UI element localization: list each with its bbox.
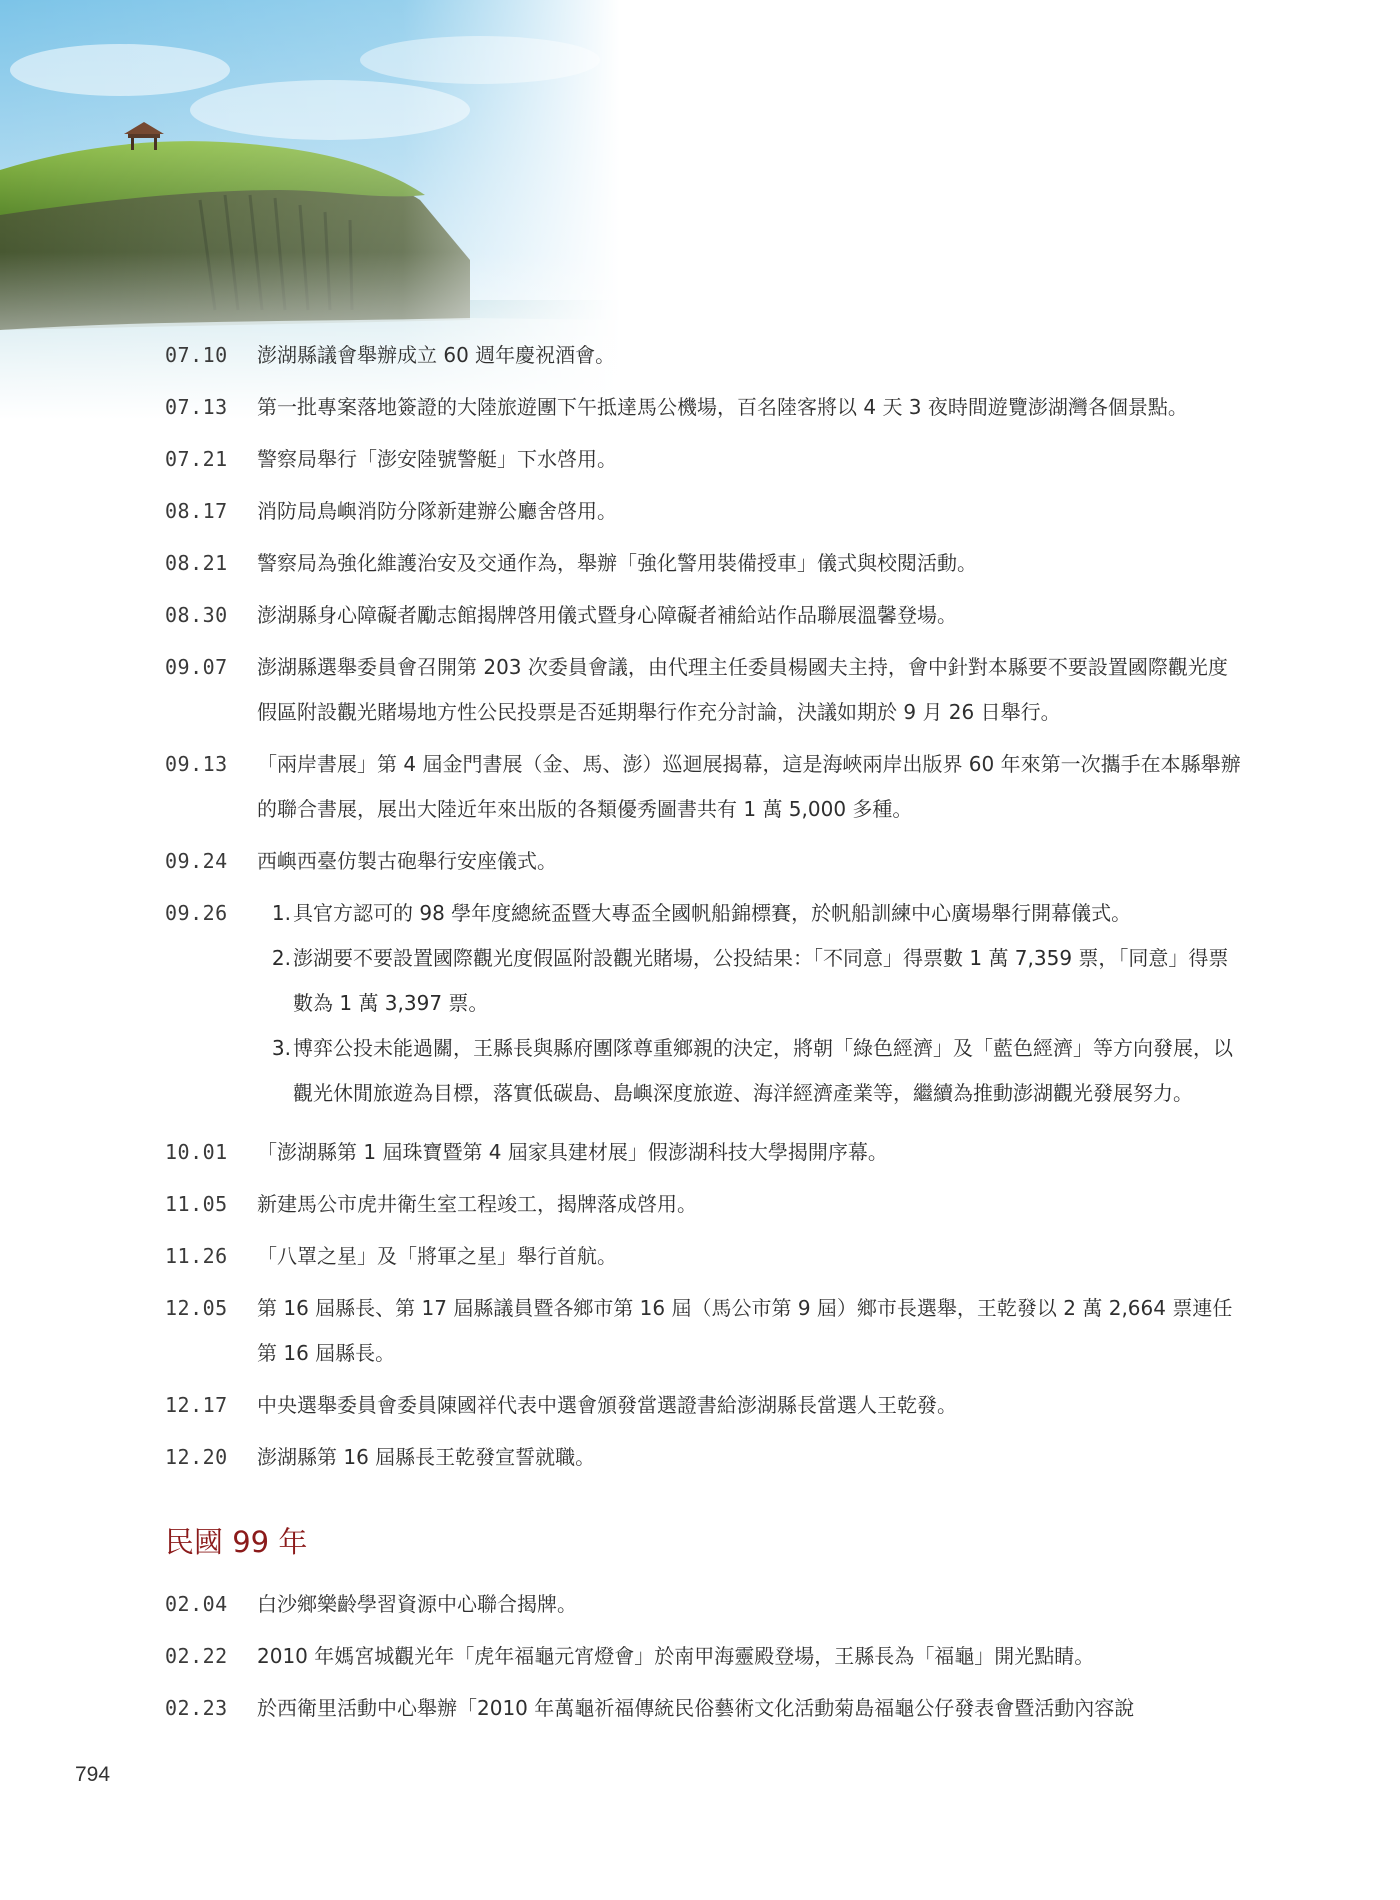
chronicle-entry [165, 846, 1245, 884]
chronicle-entry [165, 1241, 1245, 1279]
entry-date: 09.07 [165, 655, 228, 679]
subitem-number: 1. [271, 901, 291, 925]
chronicle-entry [165, 1293, 1245, 1376]
entry-subitem [257, 891, 1245, 936]
entry-date: 11.05 [165, 1192, 228, 1216]
entry-text: 第一批專案落地簽證的大陸旅遊團下午抵達馬公機場，百名陸客將以 4 天 3 夜時間遊覽澎湖灣各個景點。 [257, 395, 1188, 419]
entry-text: 「兩岸書展」第 4 屆金門書展（金、馬、澎）巡迴展揭幕，這是海峽兩岸出版界 60 年來第一次攜手在本縣舉辦的聯合書展，展出大陸近年來出版的各類優秀圖書共有 1 萬 5,000 多種。 [257, 752, 1241, 821]
entry-text: 警察局為強化維護治安及交通作為，舉辦「強化警用裝備授車」儀式與校閱活動。 [257, 551, 977, 575]
entry-date: 02.22 [165, 1644, 228, 1668]
entry-date: 08.21 [165, 551, 228, 575]
subitem-number: 3. [271, 1036, 291, 1060]
entry-date: 07.10 [165, 343, 228, 367]
chronicle-entry [165, 548, 1245, 586]
chronicle-entry [165, 1641, 1245, 1679]
entry-date: 12.17 [165, 1393, 228, 1417]
entry-text: 2010 年媽宮城觀光年「虎年福龜元宵燈會」於南甲海靈殿登場，王縣長為「福龜」開光點睛。 [257, 1644, 1095, 1668]
section-title-year-99: 民國 99 年 [165, 1525, 308, 1559]
entry-date: 02.04 [165, 1592, 228, 1616]
entry-text: 澎湖縣身心障礙者勵志館揭牌啓用儀式暨身心障礙者補給站作品聯展溫馨登場。 [257, 603, 957, 627]
entry-date: 08.17 [165, 499, 228, 523]
entry-text: 「八罩之星」及「將軍之星」舉行首航。 [257, 1244, 617, 1268]
entry-text: 新建馬公市虎井衛生室工程竣工，揭牌落成啓用。 [257, 1192, 697, 1216]
chronicle-entry [165, 1137, 1245, 1175]
entry-date: 11.26 [165, 1244, 228, 1268]
chronicle-entry [165, 1189, 1245, 1227]
chronicle-entry [165, 392, 1245, 430]
subitem-text: 博弈公投未能過關，王縣長與縣府團隊尊重鄉親的決定，將朝「綠色經濟」及「藍色經濟」等方向發展，以觀光休閒旅遊為目標，落實低碳島、島嶼深度旅遊、海洋經濟產業等，繼續為推動澎湖觀光發展努力。 [293, 1036, 1233, 1105]
chronicle-entry [165, 496, 1245, 534]
entry-text: 澎湖縣第 16 屆縣長王乾發宣誓就職。 [257, 1445, 596, 1469]
entry-date: 10.01 [165, 1140, 228, 1164]
entry-subitems [257, 898, 1245, 1123]
entry-date: 12.05 [165, 1296, 228, 1320]
subitem-text: 具官方認可的 98 學年度總統盃暨大專盃全國帆船錦標賽，於帆船訓練中心廣場舉行開幕儀式。 [293, 901, 1132, 925]
subitem-number: 2. [271, 946, 291, 970]
entry-date: 09.13 [165, 752, 228, 776]
chronicle-entry-multi [165, 898, 1245, 1123]
chronicle-entry [165, 1693, 1245, 1731]
chronicle-entry [165, 1442, 1245, 1480]
chronicle-entry [165, 340, 1245, 378]
chronicle-entry [165, 1589, 1245, 1627]
entry-text: 白沙鄉樂齡學習資源中心聯合揭牌。 [257, 1592, 577, 1616]
entry-text: 於西衛里活動中心舉辦「2010 年萬龜祈福傳統民俗藝術文化活動菊島福龜公仔發表會暨活動內容說 [257, 1696, 1135, 1720]
entry-date: 08.30 [165, 603, 228, 627]
entry-text: 西嶼西臺仿製古砲舉行安座儀式。 [257, 849, 557, 873]
entry-text: 「澎湖縣第 1 屆珠寶暨第 4 屆家具建材展」假澎湖科技大學揭開序幕。 [257, 1140, 888, 1164]
entry-date: 09.26 [165, 901, 228, 925]
chronicle-entry [165, 1390, 1245, 1428]
chronicle-entry [165, 444, 1245, 482]
entry-date: 07.21 [165, 447, 228, 471]
chronicle-content [165, 340, 1245, 1745]
subitem-text: 澎湖要不要設置國際觀光度假區附設觀光賭場，公投結果：「不同意」得票數 1 萬 7,359 票，「同意」得票數為 1 萬 3,397 票。 [293, 946, 1229, 1015]
entry-text: 第 16 屆縣長、第 17 屆縣議員暨各鄉市第 16 屆（馬公市第 9 屆）鄉市長選舉，王乾發以 2 萬 2,664 票連任第 16 屆縣長。 [257, 1296, 1233, 1365]
entry-date: 09.24 [165, 849, 228, 873]
entry-subitem [257, 936, 1245, 1026]
entry-subitem [257, 1026, 1245, 1116]
entry-text: 中央選舉委員會委員陳國祥代表中選會頒發當選證書給澎湖縣長當選人王乾發。 [257, 1393, 957, 1417]
entry-text: 澎湖縣議會舉辦成立 60 週年慶祝酒會。 [257, 343, 616, 367]
entry-date: 07.13 [165, 395, 228, 419]
entry-text: 警察局舉行「澎安陸號警艇」下水啓用。 [257, 447, 617, 471]
chronicle-entry [165, 600, 1245, 638]
entry-date: 12.20 [165, 1445, 228, 1469]
entry-text: 澎湖縣選舉委員會召開第 203 次委員會議，由代理主任委員楊國夫主持，會中針對本縣要不要設置國際觀光度假區附設觀光賭場地方性公民投票是否延期舉行作充分討論，決議如期於 9 月 26 日舉行。 [257, 655, 1228, 724]
page-number: 794 [75, 1763, 111, 1786]
chronicle-entry [165, 652, 1245, 735]
chronicle-entry [165, 749, 1245, 832]
entry-date: 02.23 [165, 1696, 228, 1720]
entry-text: 消防局鳥嶼消防分隊新建辦公廳舍啓用。 [257, 499, 617, 523]
